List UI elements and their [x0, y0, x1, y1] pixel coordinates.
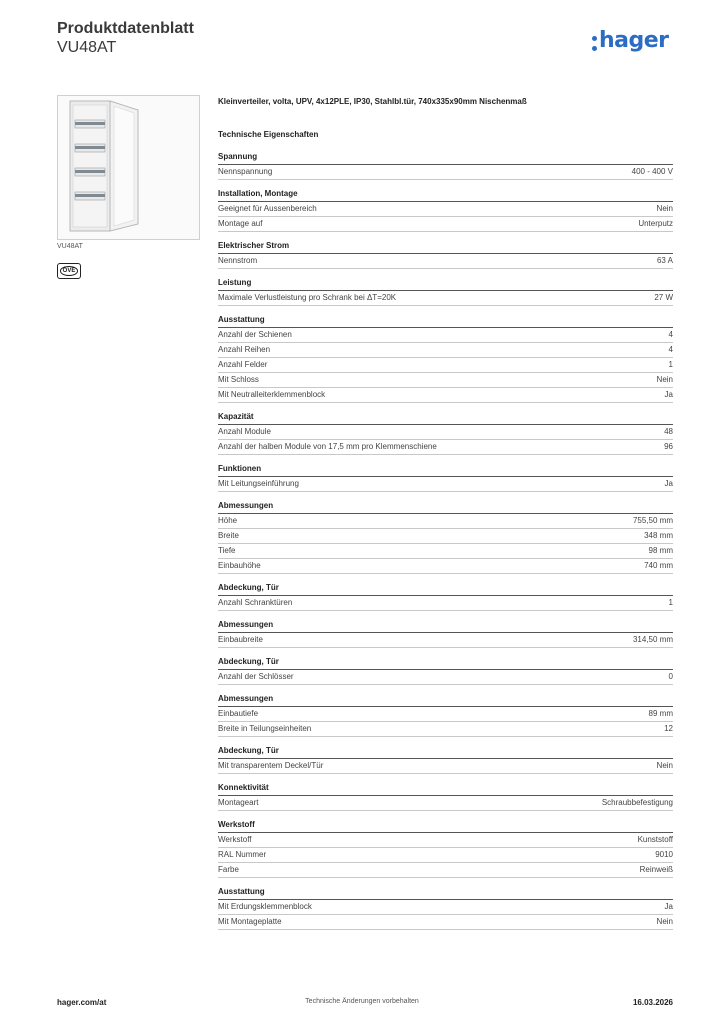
spec-label: Mit Erdungsklemmenblock	[218, 902, 312, 911]
logo-dots-icon	[592, 36, 597, 51]
footer-website[interactable]: hager.com/at	[57, 998, 107, 1007]
spec-label: Anzahl Module	[218, 427, 271, 436]
spec-label: Breite	[218, 531, 239, 540]
spec-label: Mit transparentem Deckel/Tür	[218, 761, 324, 770]
spec-label: Einbauhöhe	[218, 561, 261, 570]
spec-row	[218, 633, 673, 648]
spec-label: Werkstoff	[218, 835, 252, 844]
spec-label: Farbe	[218, 865, 239, 874]
spec-row	[218, 559, 673, 574]
spec-value: Nein	[656, 375, 673, 384]
spec-group	[218, 885, 673, 930]
spec-label: Tiefe	[218, 546, 236, 555]
spec-group-title: Leistung	[218, 276, 673, 291]
spec-row	[218, 833, 673, 848]
spec-row	[218, 358, 673, 373]
spec-label: Mit Schloss	[218, 375, 259, 384]
spec-label: RAL Nummer	[218, 850, 267, 859]
spec-group	[218, 655, 673, 685]
spec-label: Anzahl der Schlösser	[218, 672, 294, 681]
spec-group	[218, 618, 673, 648]
spec-label: Einbaubreite	[218, 635, 263, 644]
logo-wordmark: hager	[599, 28, 669, 53]
spec-row	[218, 254, 673, 269]
spec-row	[218, 217, 673, 232]
spec-row	[218, 373, 673, 388]
spec-value: Nein	[656, 204, 673, 213]
spec-group	[218, 781, 673, 811]
spec-value: Kunststoff	[637, 835, 673, 844]
spec-label: Mit Montageplatte	[218, 917, 282, 926]
spec-row	[218, 514, 673, 529]
spec-value: Unterputz	[638, 219, 673, 228]
spec-label: Anzahl Reihen	[218, 345, 271, 354]
hager-logo	[592, 26, 669, 56]
spec-value: 314,50 mm	[632, 635, 673, 644]
spec-label: Nennstrom	[218, 256, 258, 265]
spec-group-title: Ausstattung	[218, 885, 673, 900]
footer-date: 16.03.2026	[632, 998, 673, 1007]
spec-label: Montage auf	[218, 219, 263, 228]
spec-group	[218, 462, 673, 492]
spec-row	[218, 863, 673, 878]
spec-group	[218, 499, 673, 574]
spec-group	[218, 692, 673, 737]
distribution-board-icon	[58, 96, 199, 239]
spec-value: Ja	[664, 390, 673, 399]
ove-certification-icon	[57, 263, 81, 279]
spec-group	[218, 313, 673, 403]
spec-row	[218, 343, 673, 358]
spec-group	[218, 239, 673, 269]
spec-group-title: Installation, Montage	[218, 187, 673, 202]
spec-row	[218, 915, 673, 930]
spec-row	[218, 796, 673, 811]
spec-value: Reinweiß	[639, 865, 673, 874]
spec-value: 1	[668, 360, 673, 369]
spec-value: Ja	[664, 479, 673, 488]
spec-row	[218, 670, 673, 685]
spec-group-title: Kapazität	[218, 410, 673, 425]
spec-label: Nennspannung	[218, 167, 273, 176]
spec-value: Schraubbefestigung	[601, 798, 673, 807]
spec-row	[218, 291, 673, 306]
spec-row	[218, 388, 673, 403]
spec-value: 400 - 400 V	[631, 167, 673, 176]
spec-value: Nein	[656, 761, 673, 770]
spec-row	[218, 328, 673, 343]
spec-label: Einbautiefe	[218, 709, 259, 718]
spec-value: Ja	[664, 902, 673, 911]
spec-value: 0	[668, 672, 673, 681]
spec-label: Montageart	[218, 798, 259, 807]
spec-row	[218, 848, 673, 863]
spec-label: Maximale Verlustleistung pro Schrank bei ΔT=20K	[218, 293, 397, 302]
spec-row	[218, 529, 673, 544]
spec-group-title: Abmessungen	[218, 692, 673, 707]
spec-group-title: Abdeckung, Tür	[218, 744, 673, 759]
spec-value: 96	[664, 442, 673, 451]
footer-notice: Technische Änderungen vorbehalten	[305, 998, 419, 1005]
spec-value: 63 A	[656, 256, 673, 265]
spec-group-title: Abmessungen	[218, 618, 673, 633]
spec-group-title: Elektrischer Strom	[218, 239, 673, 254]
page-title: Produktdatenblatt	[57, 20, 194, 37]
spec-label: Anzahl Schranktüren	[218, 598, 293, 607]
spec-group-title: Abdeckung, Tür	[218, 655, 673, 670]
spec-value: 27 W	[654, 293, 673, 302]
spec-label: Mit Leitungseinführung	[218, 479, 299, 488]
spec-group	[218, 276, 673, 306]
spec-label: Mit Neutralleiterklemmenblock	[218, 390, 326, 399]
spec-row	[218, 165, 673, 180]
spec-group	[218, 581, 673, 611]
spec-row	[218, 707, 673, 722]
spec-value: 48	[664, 427, 673, 436]
spec-value: 4	[668, 330, 673, 339]
spec-row	[218, 596, 673, 611]
product-description: Kleinverteiler, volta, UPV, 4x12PLE, IP30, Stahlbl.tür, 740x335x90mm Nischenmaß	[218, 97, 527, 106]
spec-row	[218, 477, 673, 492]
spec-group	[218, 150, 673, 180]
spec-label: Anzahl der halben Module von 17,5 mm pro Klemmenschiene	[218, 442, 437, 451]
spec-group	[218, 187, 673, 232]
spec-value: 348 mm	[644, 531, 673, 540]
spec-row	[218, 202, 673, 217]
spec-row	[218, 900, 673, 915]
spec-group-title: Abmessungen	[218, 499, 673, 514]
spec-row	[218, 722, 673, 737]
spec-value: 755,50 mm	[632, 516, 673, 525]
spec-group-title: Ausstattung	[218, 313, 673, 328]
spec-label: Anzahl Felder	[218, 360, 268, 369]
spec-value: 12	[664, 724, 673, 733]
spec-row	[218, 544, 673, 559]
spec-row	[218, 440, 673, 455]
image-caption: VU48AT	[57, 243, 83, 250]
spec-value: 9010	[655, 850, 673, 859]
product-image	[57, 95, 200, 240]
spec-value: 740 mm	[644, 561, 673, 570]
spec-label: Breite in Teilungseinheiten	[218, 724, 312, 733]
section-title: Technische Eigenschaften	[218, 130, 319, 139]
ove-mark: ÖVE	[60, 266, 79, 276]
spec-group-title: Konnektivität	[218, 781, 673, 796]
spec-label: Höhe	[218, 516, 238, 525]
spec-group-title: Abdeckung, Tür	[218, 581, 673, 596]
spec-value: 1	[668, 598, 673, 607]
spec-label: Geeignet für Aussenbereich	[218, 204, 317, 213]
spec-group-title: Spannung	[218, 150, 673, 165]
spec-row	[218, 759, 673, 774]
spec-value: Nein	[656, 917, 673, 926]
spec-group-title: Funktionen	[218, 462, 673, 477]
spec-label: Anzahl der Schienen	[218, 330, 292, 339]
spec-group-title: Werkstoff	[218, 818, 673, 833]
spec-row	[218, 425, 673, 440]
spec-table	[218, 150, 673, 937]
spec-group	[218, 410, 673, 455]
spec-group	[218, 818, 673, 878]
spec-value: 89 mm	[648, 709, 673, 718]
spec-value: 98 mm	[648, 546, 673, 555]
spec-value: 4	[668, 345, 673, 354]
article-number: VU48AT	[57, 39, 117, 56]
spec-group	[218, 744, 673, 774]
